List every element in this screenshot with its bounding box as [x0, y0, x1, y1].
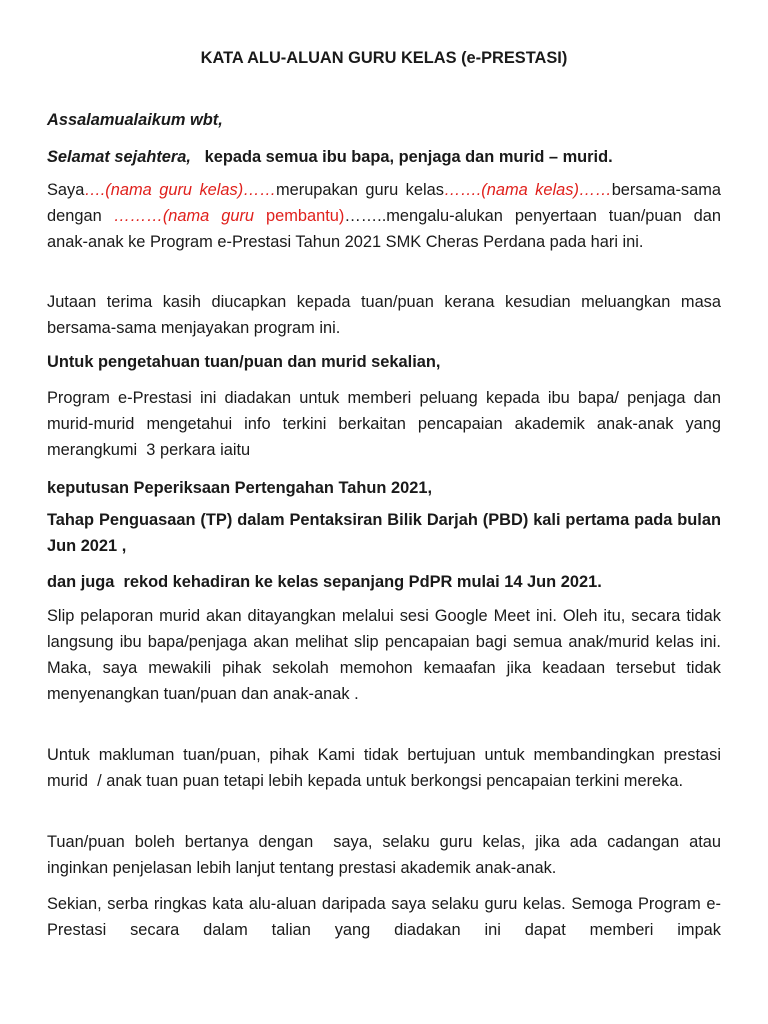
salutation-lead: Selamat sejahtera,	[47, 148, 191, 166]
makluman-paragraph: Untuk makluman tuan/puan, pihak Kami tidak bertujuan untuk membandingkan prestasi murid / anak tuan puan tetapi lebih kepada untuk berkongsi pencapaian terkini mereka.	[47, 746, 726, 790]
program-paragraph: Program e-Prestasi ini diadakan untuk memberi peluang kepada ibu bapa/ penjaga dan murid-murid mengetahui info terkini berkaitan pencapaian akademik anak-anak yang merangkumi 3 perkara iaitu	[47, 389, 726, 459]
intro-text-4: ……..mengalu-alukan penyertaan tuan/puan dan anak-anak ke Program e-Prestasi Tahun 2021 SMK Cheras Perdana pada hari ini.	[47, 207, 722, 251]
intro-text-2: merupakan guru kelas	[275, 181, 444, 199]
slip-paragraph: Slip pelaporan murid akan ditayangkan melalui sesi Google Meet ini. Oleh itu, secara tidak langsung ibu bapa/penjaga akan melihat slip pencapaian bagi semua anak/murid kelas ini. Maka, saya mewakili pihak sekolah memohon kemaafan jika keadaan tersebut tidak menyenangkan tuan/puan dan anak-anak .	[47, 607, 721, 703]
thanks-paragraph: Jutaan terima kasih diucapkan kepada tuan/puan kerana kesudian meluangkan masa bersama-sama menjayakan program ini.	[47, 293, 721, 337]
closing-paragraph: Sekian, serba ringkas kata alu-aluan daripada saya selaku guru kelas. Semoga Program e-Prestasi secara dalam talian yang diadakan ini dapat memberi impak	[47, 895, 721, 939]
salutation	[47, 144, 721, 170]
placeholder-class-name: …….(nama kelas)……	[443, 181, 612, 199]
document-title: KATA ALU-ALUAN GURU KELAS (e-PRESTASI)	[200, 49, 568, 67]
questions-paragraph: Tuan/puan boleh bertanya dengan saya, selaku guru kelas, jika ada cadangan atau inginkan penjelasan lebih lanjut tentang prestasi akademik anak-anak.	[47, 833, 726, 877]
placeholder-assistant-name-end: pembantu)	[266, 207, 345, 225]
placeholder-assistant-name: ………(nama guru	[113, 207, 266, 225]
salutation-rest: kepada semua ibu bapa, penjaga dan murid – murid.	[190, 148, 613, 166]
intro-text-3: bersama-sama dengan	[47, 181, 726, 225]
info-heading: Untuk pengetahuan tuan/puan dan murid sekalian,	[47, 353, 441, 371]
item-exam-results: keputusan Peperiksaan Pertengahan Tahun 2021,	[47, 479, 433, 497]
item-attendance: dan juga rekod kehadiran ke kelas sepanjang PdPR mulai 14 Jun 2021.	[47, 573, 602, 591]
placeholder-teacher-name: ….(nama guru kelas)……	[84, 181, 276, 199]
intro-text-1: Saya	[47, 181, 85, 199]
intro-paragraph	[47, 177, 726, 255]
item-mastery-level: Tahap Penguasaan (TP) dalam Pentaksiran Bilik Darjah (PBD) kali pertama pada bulan Jun 2021 ,	[47, 511, 721, 555]
greeting: Assalamualaikum wbt,	[47, 111, 223, 129]
